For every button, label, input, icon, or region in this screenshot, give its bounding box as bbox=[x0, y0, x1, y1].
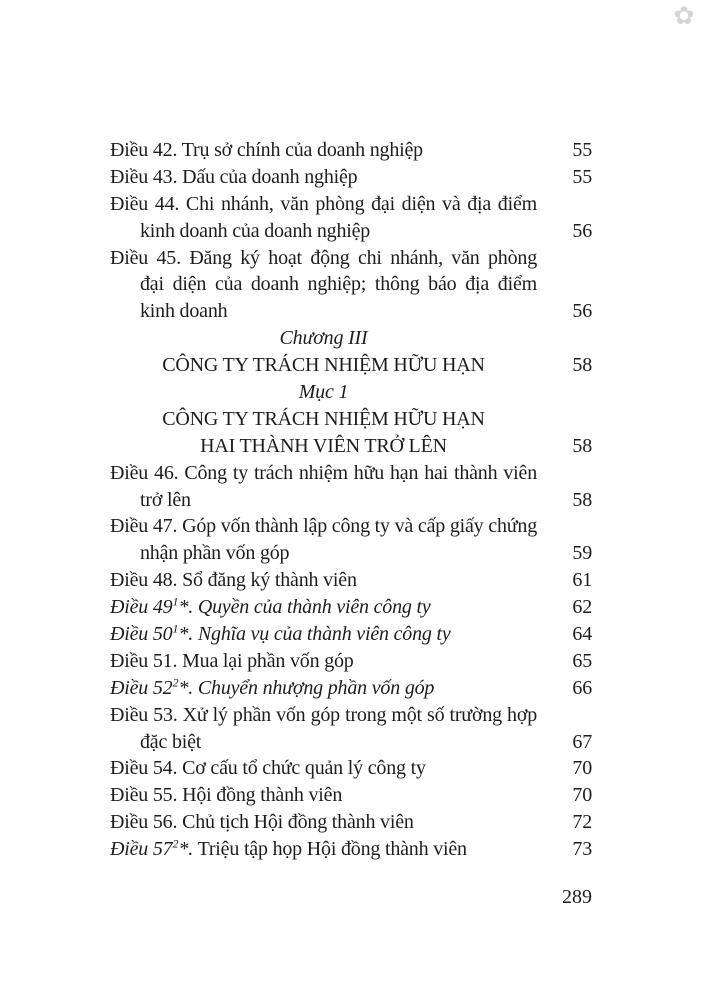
toc-entry-row bbox=[110, 621, 592, 648]
toc-text-segment: kinh doanh của doanh nghiệp bbox=[140, 219, 371, 242]
toc-text-segment: Mục 1 bbox=[298, 381, 349, 404]
toc-text-segment: Điều 46. Công ty trách nhiệm hữu hạn hai thành viên bbox=[110, 461, 537, 484]
toc-line-text bbox=[110, 379, 537, 406]
toc-line-text bbox=[110, 191, 537, 218]
toc-text-segment: *. Chuyển nhượng phần vốn góp bbox=[178, 676, 435, 699]
toc-page-number bbox=[537, 702, 592, 729]
toc-line-text bbox=[110, 513, 537, 540]
toc-line-text bbox=[110, 809, 537, 836]
toc-page-number bbox=[537, 513, 592, 540]
toc-page-number: 56 bbox=[572, 300, 592, 323]
toc-line-text bbox=[110, 487, 537, 514]
toc-page-number: 66 bbox=[572, 676, 592, 699]
toc-line-text bbox=[110, 433, 537, 460]
toc-text-segment: Điều 49 bbox=[110, 596, 173, 619]
toc-entry-row bbox=[110, 487, 592, 514]
toc-text-segment: Điều 52 bbox=[110, 676, 173, 699]
toc-text-segment: Triệu tập họp Hội đồng thành viên bbox=[193, 838, 467, 861]
florette-icon: ✿ bbox=[673, 1, 695, 30]
toc-entry-row bbox=[110, 782, 592, 809]
toc-line-text bbox=[110, 594, 537, 621]
toc-page-number: 70 bbox=[572, 757, 592, 780]
footnote-superscript: 1 bbox=[172, 621, 179, 636]
toc-entry-row bbox=[110, 809, 592, 836]
toc-text-segment: CÔNG TY TRÁCH NHIỆM HỮU HẠN bbox=[162, 354, 485, 377]
toc-page-number bbox=[537, 325, 592, 352]
toc-text-segment: Điều 45. Đăng ký hoạt động chi nhánh, văn phòng bbox=[110, 246, 537, 269]
toc-text-segment: đại diện của doanh nghiệp; thông báo địa điểm bbox=[140, 273, 537, 296]
toc-text-segment: Chương III bbox=[279, 327, 368, 350]
toc-line-text bbox=[110, 164, 537, 191]
toc-entry-row bbox=[110, 648, 592, 675]
toc-entry-row bbox=[110, 137, 592, 164]
toc-entry-row bbox=[110, 836, 592, 863]
toc-text-segment: nhận phần vốn góp bbox=[140, 542, 290, 565]
toc-text-segment: Điều 50 bbox=[110, 623, 173, 646]
toc-line-text bbox=[110, 567, 537, 594]
toc-line-text bbox=[110, 271, 537, 298]
toc-line-text bbox=[110, 325, 537, 352]
toc-page-number: 70 bbox=[572, 784, 592, 807]
toc-entry-row bbox=[110, 191, 592, 218]
toc-line-text bbox=[110, 137, 537, 164]
toc-entry-row bbox=[110, 460, 592, 487]
toc-page-number: 55 bbox=[572, 165, 592, 188]
toc-page-number bbox=[537, 245, 592, 272]
toc-entry-row bbox=[110, 675, 592, 702]
toc-page-number: 62 bbox=[572, 596, 592, 619]
toc-text-segment: CÔNG TY TRÁCH NHIỆM HỮU HẠN bbox=[162, 407, 485, 430]
toc-text-segment: *. bbox=[178, 838, 194, 861]
toc-page-number: 72 bbox=[572, 811, 592, 834]
toc-entry-row bbox=[110, 298, 592, 325]
toc-text-segment: Điều 43. Dấu của doanh nghiệp bbox=[110, 165, 358, 188]
toc-entry-row bbox=[110, 513, 592, 540]
toc-text-segment: Điều 53. Xử lý phần vốn góp trong một số trường hợp bbox=[110, 703, 537, 726]
toc-line-text bbox=[110, 460, 537, 487]
toc-page-number: 65 bbox=[572, 649, 592, 672]
toc-entry-row bbox=[110, 594, 592, 621]
toc-line-text bbox=[110, 406, 537, 433]
toc-page-number: 61 bbox=[572, 569, 592, 592]
toc-page-number: 59 bbox=[572, 542, 592, 565]
toc-line-text bbox=[110, 245, 537, 272]
toc-page-number bbox=[537, 379, 592, 406]
footnote-superscript: 2 bbox=[172, 836, 179, 851]
toc-entry-row bbox=[110, 729, 592, 756]
toc-line-text bbox=[110, 298, 537, 325]
toc-line-text bbox=[110, 218, 537, 245]
toc-text-segment: *. Nghĩa vụ của thành viên công ty bbox=[178, 623, 451, 646]
toc-line-text bbox=[110, 755, 537, 782]
toc-page-number: 58 bbox=[572, 434, 592, 457]
toc-text-segment: Điều 48. Sổ đăng ký thành viên bbox=[110, 569, 357, 592]
toc-heading-row bbox=[110, 406, 592, 433]
toc-text-segment: trở lên bbox=[140, 488, 191, 511]
toc-entry-row bbox=[110, 702, 592, 729]
toc-line-text bbox=[110, 352, 537, 379]
toc-line-text bbox=[110, 621, 537, 648]
toc-page-number: 64 bbox=[572, 623, 592, 646]
toc-line-text bbox=[110, 540, 537, 567]
toc-entry-row bbox=[110, 218, 592, 245]
toc-entry-row bbox=[110, 755, 592, 782]
toc-page-number bbox=[537, 271, 592, 298]
toc-entry-row bbox=[110, 164, 592, 191]
toc-line-text bbox=[110, 648, 537, 675]
toc-text-segment: Điều 57 bbox=[110, 838, 173, 861]
toc-line-text bbox=[110, 836, 537, 863]
toc-text-segment: Điều 56. Chủ tịch Hội đồng thành viên bbox=[110, 811, 414, 834]
table-of-contents bbox=[110, 137, 592, 863]
toc-entry-row bbox=[110, 540, 592, 567]
toc-page-number: 55 bbox=[572, 139, 592, 161]
toc-text-segment: Điều 47. Góp vốn thành lập công ty và cấp giấy chứng bbox=[110, 515, 538, 538]
toc-heading-row bbox=[110, 325, 592, 352]
toc-text-segment: Điều 44. Chi nhánh, văn phòng đại diện và địa điểm bbox=[110, 192, 537, 215]
toc-text-segment: đặc biệt bbox=[140, 730, 202, 753]
toc-page-number: 56 bbox=[572, 219, 592, 242]
toc-page-number bbox=[537, 460, 592, 487]
toc-text-segment: Điều 42. Trụ sở chính của doanh nghiệp bbox=[110, 139, 423, 161]
toc-page-number: 58 bbox=[572, 354, 592, 377]
toc-text-segment: Điều 51. Mua lại phần vốn góp bbox=[110, 649, 354, 672]
footnote-superscript: 2 bbox=[172, 675, 179, 690]
toc-page-number: 67 bbox=[572, 730, 592, 753]
toc-text-segment: Điều 54. Cơ cấu tổ chức quản lý công ty bbox=[110, 757, 426, 780]
toc-page-number: 73 bbox=[572, 838, 592, 861]
toc-text-segment: kinh doanh bbox=[140, 300, 228, 323]
toc-page-number: 58 bbox=[572, 488, 592, 511]
toc-heading-row bbox=[110, 433, 592, 460]
toc-line-text bbox=[110, 675, 537, 702]
toc-page-number bbox=[537, 406, 592, 433]
toc-text-segment: *. Quyền của thành viên công ty bbox=[178, 596, 431, 619]
toc-line-text bbox=[110, 782, 537, 809]
toc-entry-row bbox=[110, 245, 592, 272]
toc-heading-row bbox=[110, 379, 592, 406]
toc-line-text bbox=[110, 702, 537, 729]
folio-page-number: 289 bbox=[562, 886, 592, 908]
toc-heading-row bbox=[110, 352, 592, 379]
toc-text-segment: HAI THÀNH VIÊN TRỞ LÊN bbox=[200, 434, 447, 457]
toc-page-number bbox=[537, 191, 592, 218]
toc-text-segment: Điều 55. Hội đồng thành viên bbox=[110, 784, 343, 807]
footnote-superscript: 1 bbox=[172, 594, 179, 609]
toc-line-text bbox=[110, 729, 537, 756]
toc-entry-row bbox=[110, 271, 592, 298]
toc-entry-row bbox=[110, 567, 592, 594]
